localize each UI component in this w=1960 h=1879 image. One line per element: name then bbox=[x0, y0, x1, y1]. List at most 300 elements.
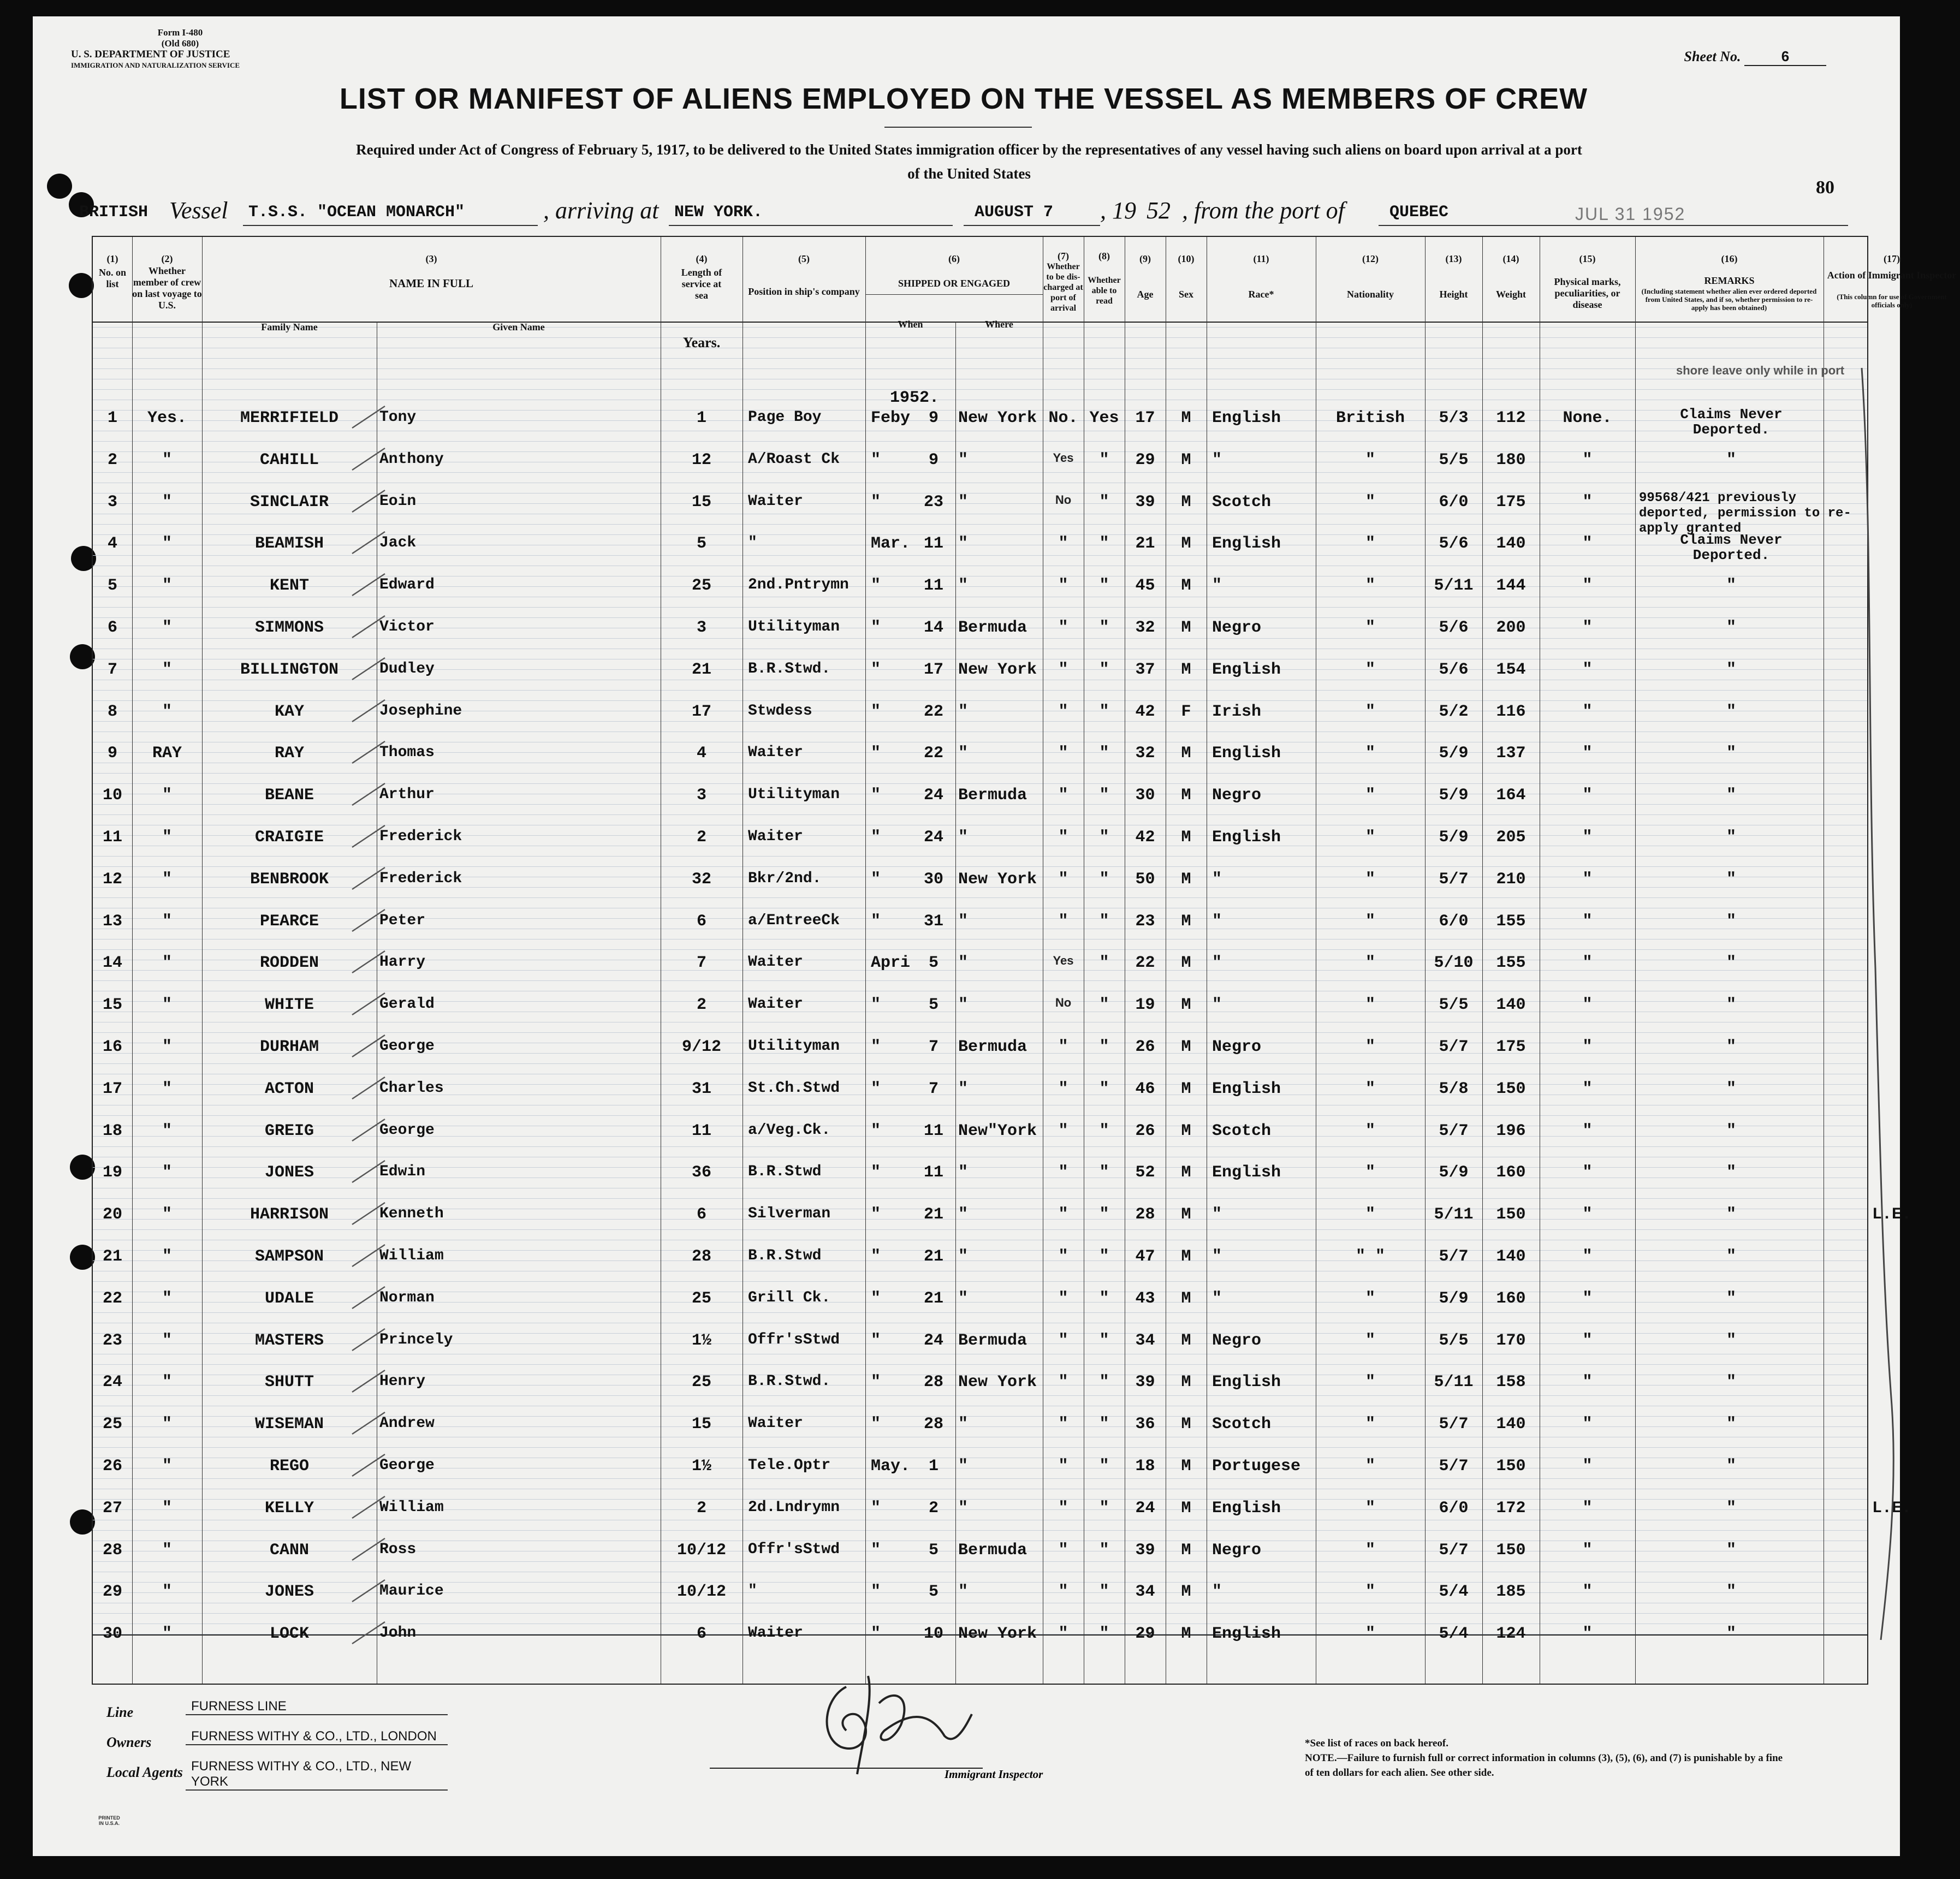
position-cell: Tele.Optr bbox=[748, 1457, 831, 1474]
physical-marks-cell: None. bbox=[1563, 409, 1612, 427]
weight-cell: 112 bbox=[1496, 409, 1526, 427]
shipped-day-cell: 10 bbox=[923, 1625, 943, 1643]
inspector-action-cell: L.E. bbox=[1872, 1499, 1911, 1518]
prior-voyage-cell: " bbox=[162, 493, 172, 512]
prior-voyage-cell: " bbox=[162, 451, 172, 469]
col-13-number: (13) bbox=[1445, 253, 1462, 264]
col-15-number: (15) bbox=[1579, 253, 1596, 264]
height-cell: 5/9 bbox=[1439, 1163, 1469, 1182]
list-number-cell: 2 bbox=[107, 451, 117, 469]
nationality-cell: " bbox=[1365, 786, 1375, 805]
department-name: U. S. DEPARTMENT OF JUSTICE bbox=[71, 49, 230, 60]
given-name-cell: Arthur bbox=[379, 786, 435, 803]
ruled-line bbox=[93, 358, 1867, 359]
position-cell: Waiter bbox=[748, 744, 803, 761]
shipped-month-cell: " bbox=[871, 1205, 881, 1224]
age-cell: 24 bbox=[1135, 1499, 1155, 1518]
race-cell: Scotch bbox=[1212, 1122, 1272, 1140]
able-to-read-cell: " bbox=[1099, 1205, 1109, 1224]
discharged-cell: Yes bbox=[1053, 954, 1074, 967]
col-6-header: SHIPPED OR ENGAGED bbox=[898, 278, 1011, 289]
remarks-cell: " bbox=[1726, 1205, 1736, 1224]
able-to-read-cell: " bbox=[1099, 828, 1109, 847]
shipped-where-cell: " bbox=[958, 1289, 969, 1308]
weight-cell: 116 bbox=[1496, 703, 1526, 721]
weight-cell: 150 bbox=[1496, 1457, 1526, 1476]
height-cell: 5/9 bbox=[1439, 786, 1469, 805]
shipped-where-cell: " bbox=[958, 1247, 969, 1266]
remarks-cell: " bbox=[1726, 1331, 1736, 1350]
sex-cell: M bbox=[1181, 1583, 1191, 1601]
height-cell: 5/7 bbox=[1439, 1457, 1469, 1476]
shipped-month-cell: " bbox=[871, 870, 881, 889]
col-10-number: (10) bbox=[1178, 253, 1195, 264]
where-header: Where bbox=[985, 319, 1013, 330]
physical-marks-cell: " bbox=[1582, 1205, 1593, 1224]
service-years-cell: 36 bbox=[691, 1163, 711, 1182]
check-mark-icon bbox=[349, 823, 388, 850]
able-to-read-cell: " bbox=[1099, 954, 1109, 972]
family-name-header: Family Name bbox=[261, 322, 318, 332]
ruled-line bbox=[93, 1198, 1867, 1199]
ruled-line bbox=[93, 1115, 1867, 1116]
height-cell: 5/7 bbox=[1439, 870, 1469, 889]
list-number-cell: 27 bbox=[102, 1499, 122, 1518]
race-cell: " bbox=[1212, 451, 1222, 469]
discharged-cell: " bbox=[1058, 912, 1068, 931]
remarks-cell: " bbox=[1726, 870, 1736, 889]
ruled-line bbox=[93, 524, 1867, 525]
nationality-cell: " bbox=[1365, 661, 1375, 679]
weight-cell: 155 bbox=[1496, 954, 1526, 972]
discharged-cell: No. bbox=[1048, 409, 1078, 427]
discharged-cell: " bbox=[1058, 1163, 1068, 1182]
family-name-cell: SAMPSON bbox=[254, 1247, 324, 1266]
shipped-day-cell: 21 bbox=[923, 1247, 943, 1266]
page-number: 80 bbox=[1816, 177, 1834, 198]
fill-line bbox=[669, 225, 953, 226]
service-years-cell: 17 bbox=[691, 703, 711, 721]
nationality-cell: British bbox=[1335, 409, 1405, 427]
shipped-day-cell: 11 bbox=[923, 1163, 943, 1182]
prior-voyage-cell: " bbox=[162, 1205, 172, 1224]
family-name-cell: SIMMONS bbox=[254, 619, 324, 637]
shipped-month-cell: " bbox=[871, 1122, 881, 1140]
remarks-cell: " bbox=[1726, 451, 1736, 469]
race-cell: English bbox=[1212, 1163, 1281, 1182]
agents-value: FURNESS WITHY & CO., LTD., NEW YORK bbox=[186, 1759, 448, 1791]
col-13-header: Height bbox=[1439, 289, 1468, 300]
sex-cell: M bbox=[1181, 870, 1191, 889]
arrival-date: AUGUST 7 bbox=[975, 203, 1054, 222]
fill-line bbox=[964, 225, 1100, 226]
service-years-cell: 21 bbox=[691, 661, 711, 679]
year-prefix: , 19 bbox=[1100, 197, 1136, 224]
nationality-cell: " bbox=[1365, 1499, 1375, 1518]
fill-line bbox=[1379, 225, 1848, 226]
given-name-cell: Dudley bbox=[379, 661, 435, 677]
given-name-cell: Peter bbox=[379, 912, 426, 929]
shipped-month-cell: " bbox=[871, 493, 881, 512]
remarks-cell: " bbox=[1726, 1247, 1736, 1266]
prior-voyage-cell: " bbox=[162, 703, 172, 721]
shipped-day-cell: 22 bbox=[923, 703, 943, 721]
printed-mark: PRINTED IN U.S.A. bbox=[98, 1815, 120, 1826]
shipped-day-cell: 24 bbox=[923, 786, 943, 805]
prior-voyage-cell: " bbox=[162, 1541, 172, 1560]
physical-marks-cell: " bbox=[1582, 1625, 1593, 1643]
race-cell: Scotch bbox=[1212, 1415, 1272, 1434]
prior-voyage-cell: " bbox=[162, 912, 172, 931]
nationality-cell: " bbox=[1365, 1163, 1375, 1182]
height-cell: 5/11 bbox=[1434, 1373, 1474, 1392]
shipped-month-cell: Feby bbox=[871, 409, 911, 427]
given-name-cell: Princely bbox=[379, 1331, 453, 1348]
sex-cell: M bbox=[1181, 1038, 1191, 1056]
position-cell: B.R.Stwd. bbox=[748, 1373, 831, 1390]
position-cell: Waiter bbox=[748, 1415, 803, 1432]
shipped-where-cell: " bbox=[958, 744, 969, 763]
remarks-cell: " bbox=[1726, 1163, 1736, 1182]
remarks-cell: " bbox=[1726, 576, 1736, 595]
col-16-subheader: (Including statement whether alien ever ordered deported from United States, and if so, whether permission to re-apply has been obtained) bbox=[1641, 287, 1817, 312]
vessel-label: Vessel bbox=[169, 197, 228, 224]
shipped-day-cell: 2 bbox=[928, 1499, 939, 1518]
departure-port: QUEBEC bbox=[1389, 203, 1449, 222]
service-years-cell: 31 bbox=[691, 1080, 711, 1098]
ruled-line bbox=[93, 980, 1867, 981]
shipped-day-cell: 7 bbox=[928, 1080, 939, 1098]
height-cell: 5/3 bbox=[1439, 409, 1469, 427]
age-cell: 47 bbox=[1135, 1247, 1155, 1266]
remarks-cell: " bbox=[1726, 1038, 1736, 1056]
col-9-number: (9) bbox=[1139, 253, 1151, 264]
shipped-where-cell: " bbox=[958, 703, 969, 721]
age-cell: 34 bbox=[1135, 1331, 1155, 1350]
shipped-where-cell: " bbox=[958, 1499, 969, 1518]
given-name-cell: Victor bbox=[379, 619, 435, 635]
col-12-number: (12) bbox=[1362, 253, 1379, 264]
race-cell: English bbox=[1212, 409, 1281, 427]
race-cell: Negro bbox=[1212, 1331, 1262, 1350]
weight-cell: 140 bbox=[1496, 534, 1526, 553]
shipped-month-cell: " bbox=[871, 744, 881, 763]
given-name-cell: Jack bbox=[379, 534, 417, 551]
able-to-read-cell: " bbox=[1099, 619, 1109, 637]
weight-cell: 124 bbox=[1496, 1625, 1526, 1643]
age-cell: 17 bbox=[1135, 409, 1155, 427]
fill-line bbox=[243, 225, 538, 226]
age-cell: 37 bbox=[1135, 661, 1155, 679]
shipped-day-cell: 9 bbox=[928, 409, 939, 427]
able-to-read-cell: " bbox=[1099, 703, 1109, 721]
nationality-cell: " bbox=[1365, 1080, 1375, 1098]
family-name-cell: CAHILL bbox=[259, 451, 319, 469]
discharged-cell: " bbox=[1058, 744, 1068, 763]
ruled-line bbox=[93, 1229, 1867, 1230]
given-name-cell: Edward bbox=[379, 576, 435, 593]
page-title: LIST OR MANIFEST OF ALIENS EMPLOYED ON THE VESSEL AS MEMBERS OF CREW bbox=[339, 82, 1588, 115]
age-cell: 46 bbox=[1135, 1080, 1155, 1098]
shipped-where-cell: " bbox=[958, 1583, 969, 1601]
sex-cell: M bbox=[1181, 1247, 1191, 1266]
nationality-cell: " bbox=[1365, 1625, 1375, 1643]
ruled-line bbox=[93, 1530, 1867, 1531]
discharged-cell: Yes bbox=[1053, 451, 1074, 465]
weight-cell: 170 bbox=[1496, 1331, 1526, 1350]
col-15-header: Physical marks, peculiarities, or disease bbox=[1554, 276, 1621, 310]
position-cell: a/EntreeCk bbox=[748, 912, 840, 929]
sex-cell: M bbox=[1181, 744, 1191, 763]
shipped-where-cell: " bbox=[958, 534, 969, 553]
ruled-line bbox=[93, 1364, 1867, 1365]
height-cell: 5/9 bbox=[1439, 828, 1469, 847]
given-name-cell: Kenneth bbox=[379, 1205, 444, 1222]
list-number-cell: 30 bbox=[102, 1625, 122, 1643]
check-mark-icon bbox=[349, 1494, 388, 1521]
form-number: Form I-480 bbox=[157, 27, 203, 38]
check-mark-icon bbox=[349, 1577, 388, 1604]
physical-marks-cell: " bbox=[1582, 1331, 1593, 1350]
list-number-cell: 15 bbox=[102, 996, 122, 1014]
family-name-cell: JONES bbox=[264, 1583, 314, 1601]
race-cell: Negro bbox=[1212, 1541, 1262, 1560]
col-1-header: No. on list bbox=[98, 267, 126, 289]
able-to-read-cell: " bbox=[1099, 1415, 1109, 1434]
service-years-cell: 2 bbox=[696, 828, 706, 847]
shipped-where-cell: New York bbox=[958, 870, 1037, 889]
physical-marks-cell: " bbox=[1582, 534, 1593, 553]
check-mark-icon bbox=[349, 781, 388, 808]
ruled-line bbox=[93, 1312, 1867, 1313]
height-cell: 6/0 bbox=[1439, 1499, 1469, 1518]
discharged-cell: " bbox=[1058, 1289, 1068, 1308]
discharged-cell: " bbox=[1058, 1205, 1068, 1224]
sheet-number bbox=[1684, 48, 1827, 66]
vessel-nationality: BRITISH bbox=[79, 203, 149, 222]
col-3-header: NAME IN FULL bbox=[389, 277, 473, 290]
race-cell: English bbox=[1212, 1625, 1281, 1643]
service-years-cell: 6 bbox=[696, 1625, 706, 1643]
discharged-cell: No bbox=[1055, 493, 1072, 507]
race-cell: Irish bbox=[1212, 703, 1262, 721]
column-rule bbox=[955, 322, 956, 1684]
able-to-read-cell: " bbox=[1099, 912, 1109, 931]
given-name-cell: William bbox=[379, 1499, 444, 1516]
height-cell: 5/7 bbox=[1439, 1541, 1469, 1560]
race-cell: Portugese bbox=[1212, 1457, 1301, 1476]
shipped-day-cell: 17 bbox=[923, 661, 943, 679]
service-years-cell: 9/12 bbox=[681, 1038, 721, 1056]
arrival-port: NEW YORK. bbox=[674, 203, 763, 222]
remarks-cell: " bbox=[1726, 1499, 1736, 1518]
ruled-line bbox=[93, 1613, 1867, 1614]
list-number-cell: 18 bbox=[102, 1122, 122, 1140]
shipped-where-cell: " bbox=[958, 493, 969, 512]
sheet-value: 6 bbox=[1744, 48, 1826, 66]
col-17-subheader: (This column for use of Government officials only) bbox=[1837, 293, 1947, 309]
age-cell: 42 bbox=[1135, 828, 1155, 847]
shipped-month-cell: Apri bbox=[871, 954, 911, 972]
shipped-month-cell: " bbox=[871, 1331, 881, 1350]
column-rule bbox=[1635, 237, 1636, 1684]
shipped-where-cell: New York bbox=[958, 409, 1037, 427]
position-cell: St.Ch.Stwd bbox=[748, 1080, 840, 1097]
sex-cell: M bbox=[1181, 828, 1191, 847]
weight-cell: 150 bbox=[1496, 1080, 1526, 1098]
physical-marks-cell: " bbox=[1582, 576, 1593, 595]
weight-cell: 160 bbox=[1496, 1163, 1526, 1182]
ruled-line bbox=[93, 368, 1867, 369]
ruled-line bbox=[93, 1395, 1867, 1396]
col-11-header: Race* bbox=[1248, 289, 1274, 300]
prior-voyage-cell: " bbox=[162, 1499, 172, 1518]
able-to-read-cell: " bbox=[1099, 1163, 1109, 1182]
when-header: When bbox=[898, 319, 923, 330]
shipped-day-cell: 5 bbox=[928, 1541, 939, 1560]
race-cell: English bbox=[1212, 1080, 1281, 1098]
prior-voyage-cell: " bbox=[162, 1583, 172, 1601]
physical-marks-cell: " bbox=[1582, 828, 1593, 847]
ruled-line bbox=[93, 1447, 1867, 1448]
list-number-cell: 13 bbox=[102, 912, 122, 931]
weight-cell: 164 bbox=[1496, 786, 1526, 805]
sex-cell: M bbox=[1181, 1499, 1191, 1518]
nationality-cell: " bbox=[1365, 493, 1375, 512]
service-years-cell: 1½ bbox=[691, 1331, 711, 1350]
race-cell: " bbox=[1212, 1205, 1222, 1224]
nationality-cell: " bbox=[1365, 1289, 1375, 1308]
list-number-cell: 1 bbox=[107, 409, 117, 427]
inspector-label: Immigrant Inspector bbox=[945, 1768, 1043, 1781]
check-mark-icon bbox=[349, 1326, 388, 1353]
nationality-cell: " bbox=[1365, 703, 1375, 721]
col-1-number: (1) bbox=[106, 253, 118, 264]
prior-voyage-cell: " bbox=[162, 1289, 172, 1308]
arriving-label: , arriving at bbox=[543, 197, 659, 224]
shipped-day-cell: 24 bbox=[923, 1331, 943, 1350]
shipped-where-cell: " bbox=[958, 828, 969, 847]
height-cell: 5/6 bbox=[1439, 661, 1469, 679]
shipped-month-cell: " bbox=[871, 1415, 881, 1434]
able-to-read-cell: " bbox=[1099, 996, 1109, 1014]
race-cell: Negro bbox=[1212, 619, 1262, 637]
shipped-day-cell: 23 bbox=[923, 493, 943, 512]
shipped-where-cell: " bbox=[958, 1415, 969, 1434]
remarks-cell: Claims Never Deported. bbox=[1680, 532, 1783, 563]
sex-cell: M bbox=[1181, 451, 1191, 469]
check-mark-icon bbox=[349, 487, 388, 515]
able-to-read-cell: " bbox=[1099, 1373, 1109, 1392]
family-name-cell: UDALE bbox=[264, 1289, 314, 1308]
physical-marks-cell: " bbox=[1582, 619, 1593, 637]
given-name-cell: Maurice bbox=[379, 1583, 444, 1599]
shipped-where-cell: New"York bbox=[958, 1122, 1037, 1140]
height-cell: 5/6 bbox=[1439, 534, 1469, 553]
race-cell: English bbox=[1212, 828, 1281, 847]
family-name-cell: SHUTT bbox=[264, 1373, 314, 1392]
col-17-header: Action of Immigrant Inspector bbox=[1827, 270, 1957, 281]
sex-cell: M bbox=[1181, 1625, 1191, 1643]
remarks-cell: " bbox=[1726, 996, 1736, 1014]
remarks-cell: " bbox=[1726, 954, 1736, 972]
able-to-read-cell: " bbox=[1099, 1122, 1109, 1140]
physical-marks-cell: " bbox=[1582, 1499, 1593, 1518]
line-label: Line bbox=[106, 1704, 134, 1720]
col-16-number: (16) bbox=[1721, 253, 1738, 264]
shipped-month-cell: " bbox=[871, 1080, 881, 1098]
list-number-cell: 17 bbox=[102, 1080, 122, 1098]
position-cell: Silverman bbox=[748, 1205, 831, 1222]
ruled-line bbox=[93, 814, 1867, 815]
ruled-line bbox=[93, 389, 1867, 390]
race-cell: " bbox=[1212, 1247, 1222, 1266]
weight-cell: 140 bbox=[1496, 996, 1526, 1014]
sex-cell: M bbox=[1181, 1163, 1191, 1182]
sex-cell: M bbox=[1181, 409, 1191, 427]
shipped-day-cell: 24 bbox=[923, 828, 943, 847]
weight-cell: 160 bbox=[1496, 1289, 1526, 1308]
age-cell: 45 bbox=[1135, 576, 1155, 595]
form-identifier bbox=[71, 27, 355, 71]
sex-cell: M bbox=[1181, 493, 1191, 512]
race-cell: " bbox=[1212, 996, 1222, 1014]
shipped-day-cell: 30 bbox=[923, 870, 943, 889]
shipped-month-cell: " bbox=[871, 828, 881, 847]
given-name-cell: Charles bbox=[379, 1080, 444, 1097]
list-number-cell: 12 bbox=[102, 870, 122, 889]
sex-cell: M bbox=[1181, 1331, 1191, 1350]
ruled-line bbox=[93, 773, 1867, 774]
shipped-day-cell: 9 bbox=[928, 451, 939, 469]
check-mark-icon bbox=[349, 1619, 388, 1646]
check-mark-icon bbox=[349, 529, 388, 556]
prior-voyage-cell: " bbox=[162, 619, 172, 637]
ruled-line bbox=[93, 607, 1867, 608]
race-cell: English bbox=[1212, 1499, 1281, 1518]
service-years-cell: 15 bbox=[691, 493, 711, 512]
physical-marks-cell: " bbox=[1582, 1163, 1593, 1182]
year-suffix: 52 bbox=[1147, 197, 1171, 224]
col-2-header: Whether member of crew on last voyage to U.S. bbox=[132, 265, 202, 311]
given-name-cell: Ross bbox=[379, 1541, 417, 1558]
position-cell: 2nd.Pntrymn bbox=[748, 576, 849, 593]
prior-voyage-cell: Yes. bbox=[147, 409, 187, 427]
from-port-label: , from the port of bbox=[1182, 197, 1345, 224]
family-name-cell: BILLINGTON bbox=[240, 661, 339, 679]
shipped-day-cell: 28 bbox=[923, 1373, 943, 1392]
shipped-where-cell: " bbox=[958, 1205, 969, 1224]
shipped-month-cell: " bbox=[871, 619, 881, 637]
check-mark-icon bbox=[349, 403, 388, 431]
ruled-line bbox=[93, 1146, 1867, 1147]
height-cell: 5/9 bbox=[1439, 1289, 1469, 1308]
nationality-cell: " bbox=[1365, 1541, 1375, 1560]
discharged-cell: " bbox=[1058, 534, 1068, 553]
inspector-pen-mark bbox=[1851, 368, 1900, 1640]
race-cell: English bbox=[1212, 534, 1281, 553]
list-number-cell: 6 bbox=[107, 619, 117, 637]
family-name-cell: GREIG bbox=[264, 1122, 314, 1140]
weight-cell: 196 bbox=[1496, 1122, 1526, 1140]
shipped-where-cell: " bbox=[958, 576, 969, 595]
shipped-month-cell: Mar. bbox=[871, 534, 911, 553]
column-rule bbox=[865, 237, 866, 1684]
prior-voyage-cell: " bbox=[162, 1038, 172, 1056]
weight-cell: 150 bbox=[1496, 1205, 1526, 1224]
sex-cell: M bbox=[1181, 1415, 1191, 1434]
able-to-read-cell: " bbox=[1099, 493, 1109, 512]
